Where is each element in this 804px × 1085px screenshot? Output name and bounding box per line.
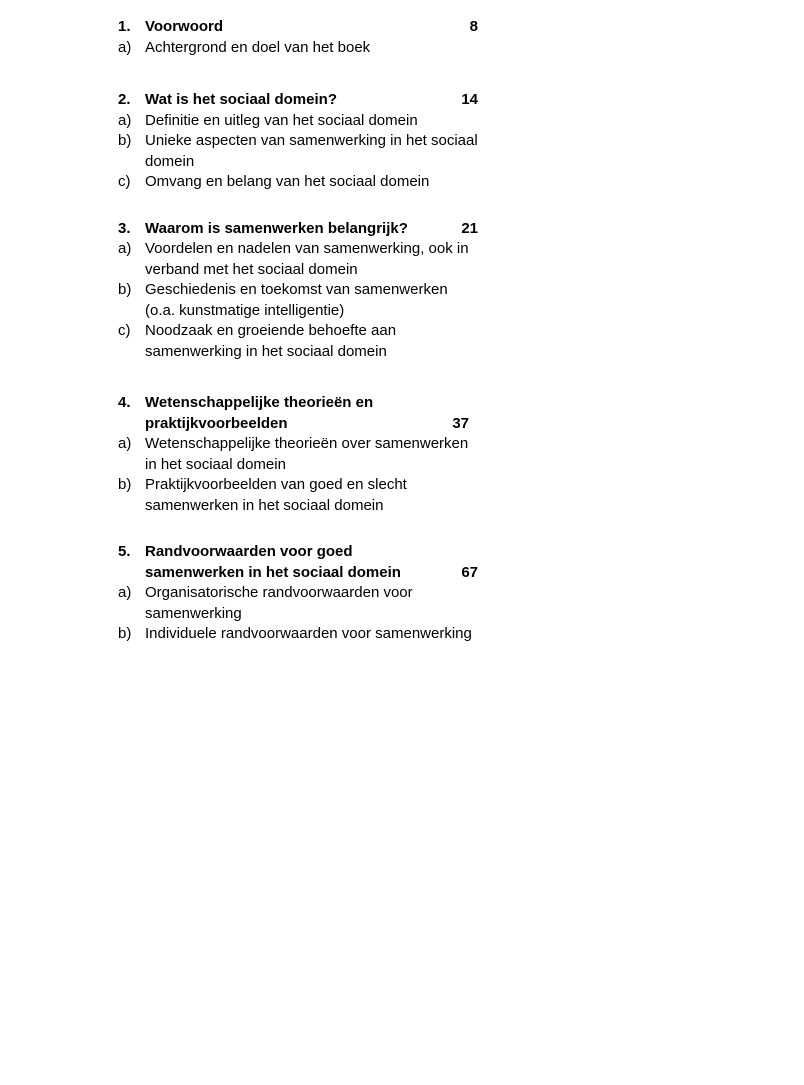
subitem-text: Geschiedenis en toekomst van samenwerken (o.a. kunstmatige intelligentie) (145, 281, 448, 319)
toc-subitem (118, 475, 478, 516)
subitem-text: Organisatorische randvoorwaarden voor samenwerking (145, 584, 413, 622)
toc-section-2 (118, 90, 478, 193)
subitem-label: b) (118, 281, 132, 298)
subitem-label: c) (118, 322, 131, 339)
toc-heading (118, 393, 478, 434)
subitem-label: b) (118, 625, 132, 642)
subitem-text: Individuele randvoorwaarden voor samenwerking (145, 625, 472, 642)
section-page-number: 21 (461, 219, 478, 237)
section-number: 4. (118, 394, 131, 411)
toc-subitem (118, 280, 478, 321)
toc-subitem (118, 434, 478, 475)
subitem-label: b) (118, 132, 132, 149)
section-number: 3. (118, 219, 131, 237)
section-title: Waarom is samenwerken belangrijk? (145, 219, 408, 237)
toc-section-1 (118, 17, 478, 58)
toc-subitem (118, 172, 478, 193)
subitem-text: Noodzaak en groeiende behoefte aan samenwerking in het sociaal domein (145, 322, 397, 360)
subitem-label: a) (118, 111, 132, 129)
section-title: Wat is het sociaal domein? (145, 91, 337, 108)
subitem-text: Achtergrond en doel van het boek (145, 38, 371, 56)
subitem-label: a) (118, 38, 132, 56)
subitem-label: a) (118, 240, 132, 257)
toc-section-5 (118, 542, 478, 645)
section-number: 2. (118, 91, 131, 108)
subitem-label: a) (118, 584, 132, 601)
section-number: 1. (118, 18, 131, 35)
toc-subitem (118, 38, 478, 59)
toc-heading (118, 17, 478, 38)
table-of-contents (118, 17, 478, 645)
toc-subitem (118, 583, 478, 624)
subitem-text: Definitie en uitleg van het sociaal domein (145, 111, 418, 129)
toc-subitem (118, 111, 478, 132)
section-page-number: 8 (469, 18, 478, 35)
subitem-label: a) (118, 435, 132, 452)
section-title: Wetenschappelijke theorieën en praktijkvoorbeelden (145, 394, 374, 432)
section-page-number: 37 (452, 414, 469, 432)
toc-subitem (118, 624, 478, 645)
subitem-text: Wetenschappelijke theorieën over samenwerken in het sociaal domein (145, 435, 469, 473)
subitem-label: b) (118, 476, 132, 493)
subitem-text: Omvang en belang van het sociaal domein (145, 173, 430, 190)
subitem-label: c) (118, 173, 131, 190)
toc-subitem (118, 239, 478, 280)
subitem-text: Voordelen en nadelen van samenwerking, ook in verband met het sociaal domein (145, 240, 469, 278)
section-page-number: 67 (461, 563, 478, 581)
toc-heading (118, 90, 478, 111)
toc-section-4 (118, 393, 478, 516)
toc-subitem (118, 321, 478, 362)
toc-heading (118, 219, 478, 240)
section-page-number: 14 (461, 91, 478, 108)
section-number: 5. (118, 543, 131, 560)
subitem-text: Unieke aspecten van samenwerking in het sociaal domein (145, 132, 478, 170)
toc-heading (118, 542, 478, 583)
section-title: Voorwoord (145, 18, 224, 35)
subitem-text: Praktijkvoorbeelden van goed en slecht samenwerken in het sociaal domein (145, 476, 407, 514)
toc-section-3 (118, 219, 478, 363)
section-title: Randvoorwaarden voor goed samenwerken in het sociaal domein (145, 543, 401, 581)
toc-subitem (118, 131, 478, 172)
